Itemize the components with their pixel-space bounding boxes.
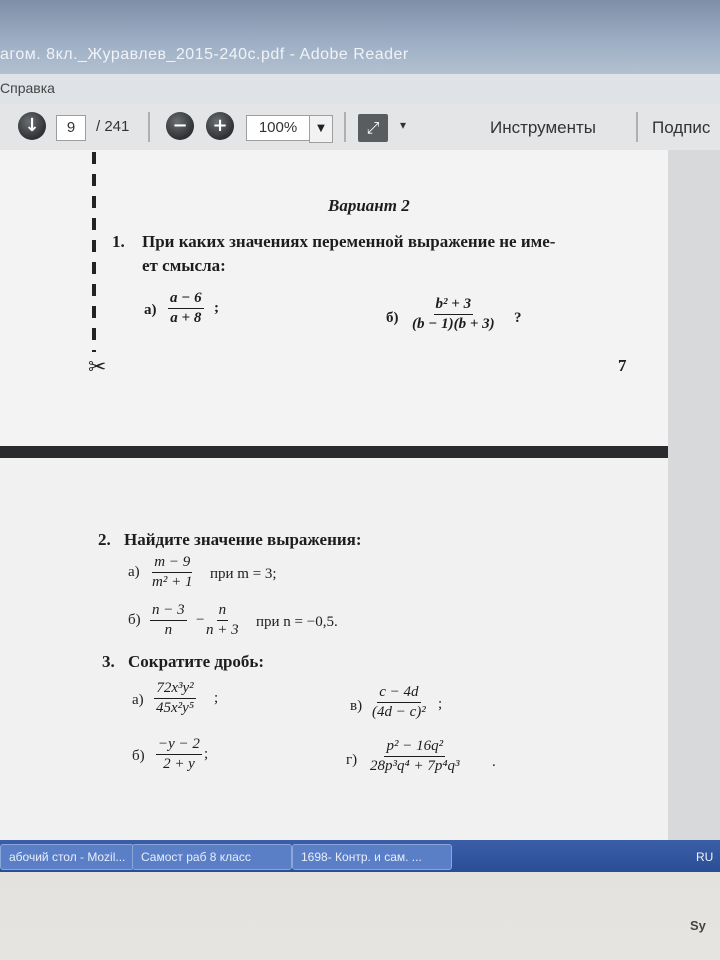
variant-heading: Вариант 2 xyxy=(328,196,410,215)
toolbar-divider xyxy=(148,112,150,142)
task-number: 3. xyxy=(102,652,115,671)
item-label: а) xyxy=(128,564,140,580)
denominator: n xyxy=(164,622,173,638)
taskbar-item-folder[interactable]: Самост раб 8 класс xyxy=(132,844,292,870)
task-number: 2. xyxy=(98,530,111,549)
denominator: a + 8 xyxy=(170,310,202,326)
denominator: n + 3 xyxy=(206,622,239,638)
fraction-tail: ; xyxy=(438,696,443,712)
fraction-tail: . xyxy=(492,754,496,770)
numerator: b² + 3 xyxy=(434,296,474,315)
denominator: 45x²y⁵ xyxy=(156,700,195,716)
fraction xyxy=(150,554,194,591)
fraction xyxy=(410,296,497,333)
sign-button[interactable]: Подпис xyxy=(652,118,711,137)
numerator: n − 3 xyxy=(150,602,187,621)
minus-sign: − xyxy=(196,612,205,628)
toolbar-divider xyxy=(344,112,346,142)
scissors-icon: ✂ xyxy=(88,355,107,380)
taskbar xyxy=(0,840,720,872)
fraction xyxy=(150,602,187,639)
zoom-input[interactable]: 100% xyxy=(246,115,310,141)
page-total: / 241 xyxy=(96,118,130,135)
task-text: Найдите значение выражения: xyxy=(124,530,362,549)
item-label: в) xyxy=(350,698,363,714)
task-number: 1. xyxy=(112,232,125,251)
fraction-tail: ; xyxy=(214,690,219,706)
pdf-page-7 xyxy=(0,150,668,446)
toolbar xyxy=(0,104,720,151)
toolbar-divider xyxy=(636,112,638,142)
pdf-page-8 xyxy=(0,458,668,840)
menu-bar xyxy=(0,74,720,104)
window-titlebar[interactable] xyxy=(0,0,720,74)
arrow-down-icon: ↓ xyxy=(24,115,40,136)
fit-page-button[interactable] xyxy=(358,114,388,142)
fraction xyxy=(370,684,428,721)
fit-dropdown-icon[interactable]: ▾ xyxy=(400,118,407,132)
condition-text: при n = −0,5. xyxy=(256,614,338,630)
monitor-brand-logo: Sy xyxy=(690,918,706,933)
fraction xyxy=(156,736,202,773)
item-label: б) xyxy=(128,612,141,628)
denominator: (b − 1)(b + 3) xyxy=(412,316,495,332)
language-indicator[interactable]: RU xyxy=(696,850,714,864)
zoom-dropdown-button[interactable] xyxy=(309,115,333,143)
numerator: a − 6 xyxy=(168,290,204,309)
numerator: m − 9 xyxy=(152,554,192,573)
fraction xyxy=(168,290,204,327)
item-label: а) xyxy=(132,692,144,708)
item-label: а) xyxy=(144,302,157,318)
task-text: При каких значениях переменной выражение не име- xyxy=(142,232,556,251)
fraction-tail: ; xyxy=(204,746,209,762)
menu-help[interactable]: Справка xyxy=(0,80,55,96)
document-viewport[interactable] xyxy=(0,150,720,840)
expand-icon: ⤢ xyxy=(366,118,380,137)
denominator: 28p³q⁴ + 7p⁴q³ xyxy=(370,758,460,774)
next-page-button[interactable] xyxy=(18,112,46,140)
numerator: 72x³y² xyxy=(154,680,195,699)
denominator: (4d − c)² xyxy=(372,704,426,720)
task-text: Сократите дробь: xyxy=(128,652,265,671)
item-label: б) xyxy=(386,310,399,326)
numerator: c − 4d xyxy=(377,684,420,703)
fraction-tail: ; xyxy=(214,300,219,316)
fraction xyxy=(204,602,241,639)
numerator: n xyxy=(217,602,229,621)
minus-icon: − xyxy=(172,115,188,136)
plus-icon: + xyxy=(212,115,228,136)
fraction xyxy=(368,738,462,775)
taskbar-item-firefox[interactable]: абочий стол - Mozil... xyxy=(0,844,134,870)
fraction-tail: ? xyxy=(514,310,522,326)
task-text: ет смысла: xyxy=(142,256,226,275)
numerator: −y − 2 xyxy=(156,736,202,755)
window-title: агом. 8кл._Журавлев_2015-240с.pdf - Adobe Reader xyxy=(0,46,409,63)
condition-text: при m = 3; xyxy=(210,566,277,582)
item-label: б) xyxy=(132,748,145,764)
numerator: p² − 16q² xyxy=(384,738,445,757)
item-label: г) xyxy=(346,752,358,768)
cut-line xyxy=(92,152,96,352)
chevron-down-icon: ▼ xyxy=(317,123,325,134)
tools-button[interactable]: Инструменты xyxy=(490,118,597,137)
taskbar-item-reader[interactable]: 1698- Контр. и сам. ... xyxy=(292,844,452,870)
viewer-gutter xyxy=(668,150,720,840)
denominator: m² + 1 xyxy=(152,574,193,590)
denominator: 2 + y xyxy=(163,756,195,772)
page-number: 7 xyxy=(618,356,627,375)
page-number-input[interactable]: 9 xyxy=(56,115,86,141)
zoom-out-button[interactable] xyxy=(166,112,194,140)
zoom-in-button[interactable] xyxy=(206,112,234,140)
page-separator xyxy=(0,446,668,458)
fraction xyxy=(154,680,196,717)
